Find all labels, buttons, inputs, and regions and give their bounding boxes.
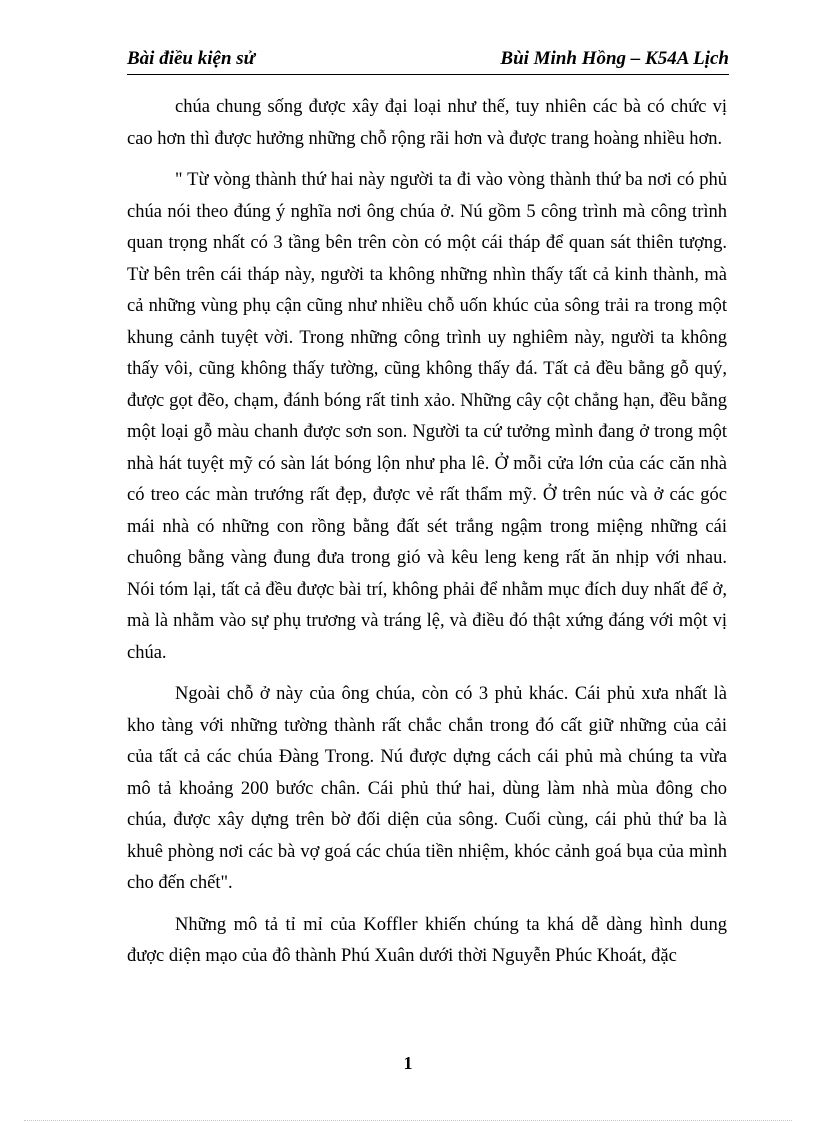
header-divider: [127, 74, 729, 75]
page-number: 1: [403, 1053, 413, 1073]
page-bottom-border: [24, 1120, 792, 1121]
page-header: [127, 48, 729, 94]
paragraph-4: Những mô tả tỉ mỉ của Koffler khiến chúng ta khá dễ dàng hình dung được diện mạo của đô thành Phú Xuân dưới thời Nguyễn Phúc Khoát, đặc: [127, 914, 727, 966]
paragraph-2: " Từ vòng thành thứ hai này người ta đi vào vòng thành thứ ba nơi có phủ chúa nói theo đúng ý nghĩa nơi ông chúa ở. Nú gồm 5 công trình mà công trình quan trọng nhất có 3 tầng bên trên còn có một cái tháp để quan sát thiên tượng. Từ bên trên cái tháp này, người ta không những nhìn thấy tất cả kinh thành, mà cả những vùng phụ cận cũng như nhiều chỗ uốn khúc của sông trải ra trong một khung cảnh tuyệt vời. Trong những công trình uy nghiêm này, người ta không thấy vôi, cũng không thấy tường, cũng không thấy đá. Tất cả đều bằng gỗ quý, được gọt đẽo, chạm, đánh bóng rất tinh xảo. Những cây cột chẳng hạn, đều bằng một loại gỗ màu chanh được sơn son. Người ta cứ tưởng mình đang ở trong một nhà hát tuyệt mỹ có sàn lát bóng lộn như pha lê. Ở mỗi cửa lớn của các căn nhà có treo các màn trướng rất đẹp, được vẻ rất thẩm mỹ. Ở trên núc và ở các góc mái nhà có những con rồng bằng đất sét trắng ngậm trong miệng những cái chuông bằng vàng đung đưa trong gió và kêu leng keng rất ăn nhịp với nhau. Nói tóm lại, tất cả đều được bài trí, không phải để nhằm mục đích duy nhất để ở, mà là nhằm vào sự phụ trương và tráng lệ, và điều đó thật xứng đáng với một vị chúa.: [127, 170, 727, 663]
header-right-text: Bùi Minh Hồng – K54A Lịch: [500, 48, 729, 69]
document-body: [127, 92, 727, 983]
paragraph-3: Ngoài chỗ ở này của ông chúa, còn có 3 phủ khác. Cái phủ xưa nhất là kho tàng với những tường thành rất chắc chắn trong đó cất giữ những của cải của tất cả các chúa Đàng Trong. Nú được dựng cách cái phủ mà chúng ta vừa mô tả khoảng 200 bước chân. Cái phủ thứ hai, dùng làm nhà mùa đông cho chúa, được xây dựng trên bờ đối diện của sông. Cuối cùng, cái phủ thứ ba là khuê phòng nơi các bà vợ goá các chúa tiền nhiệm, khóc cảnh goá bụa của mình cho đến chết".: [127, 684, 727, 893]
header-left-text: Bài điều kiện sử: [127, 48, 256, 69]
paragraph-1: chúa chung sống được xây đại loại như thế, tuy nhiên các bà có chức vị cao hơn thì được hưởng những chỗ rộng rãi hơn và được trang hoàng nhiều hơn.: [127, 97, 727, 149]
